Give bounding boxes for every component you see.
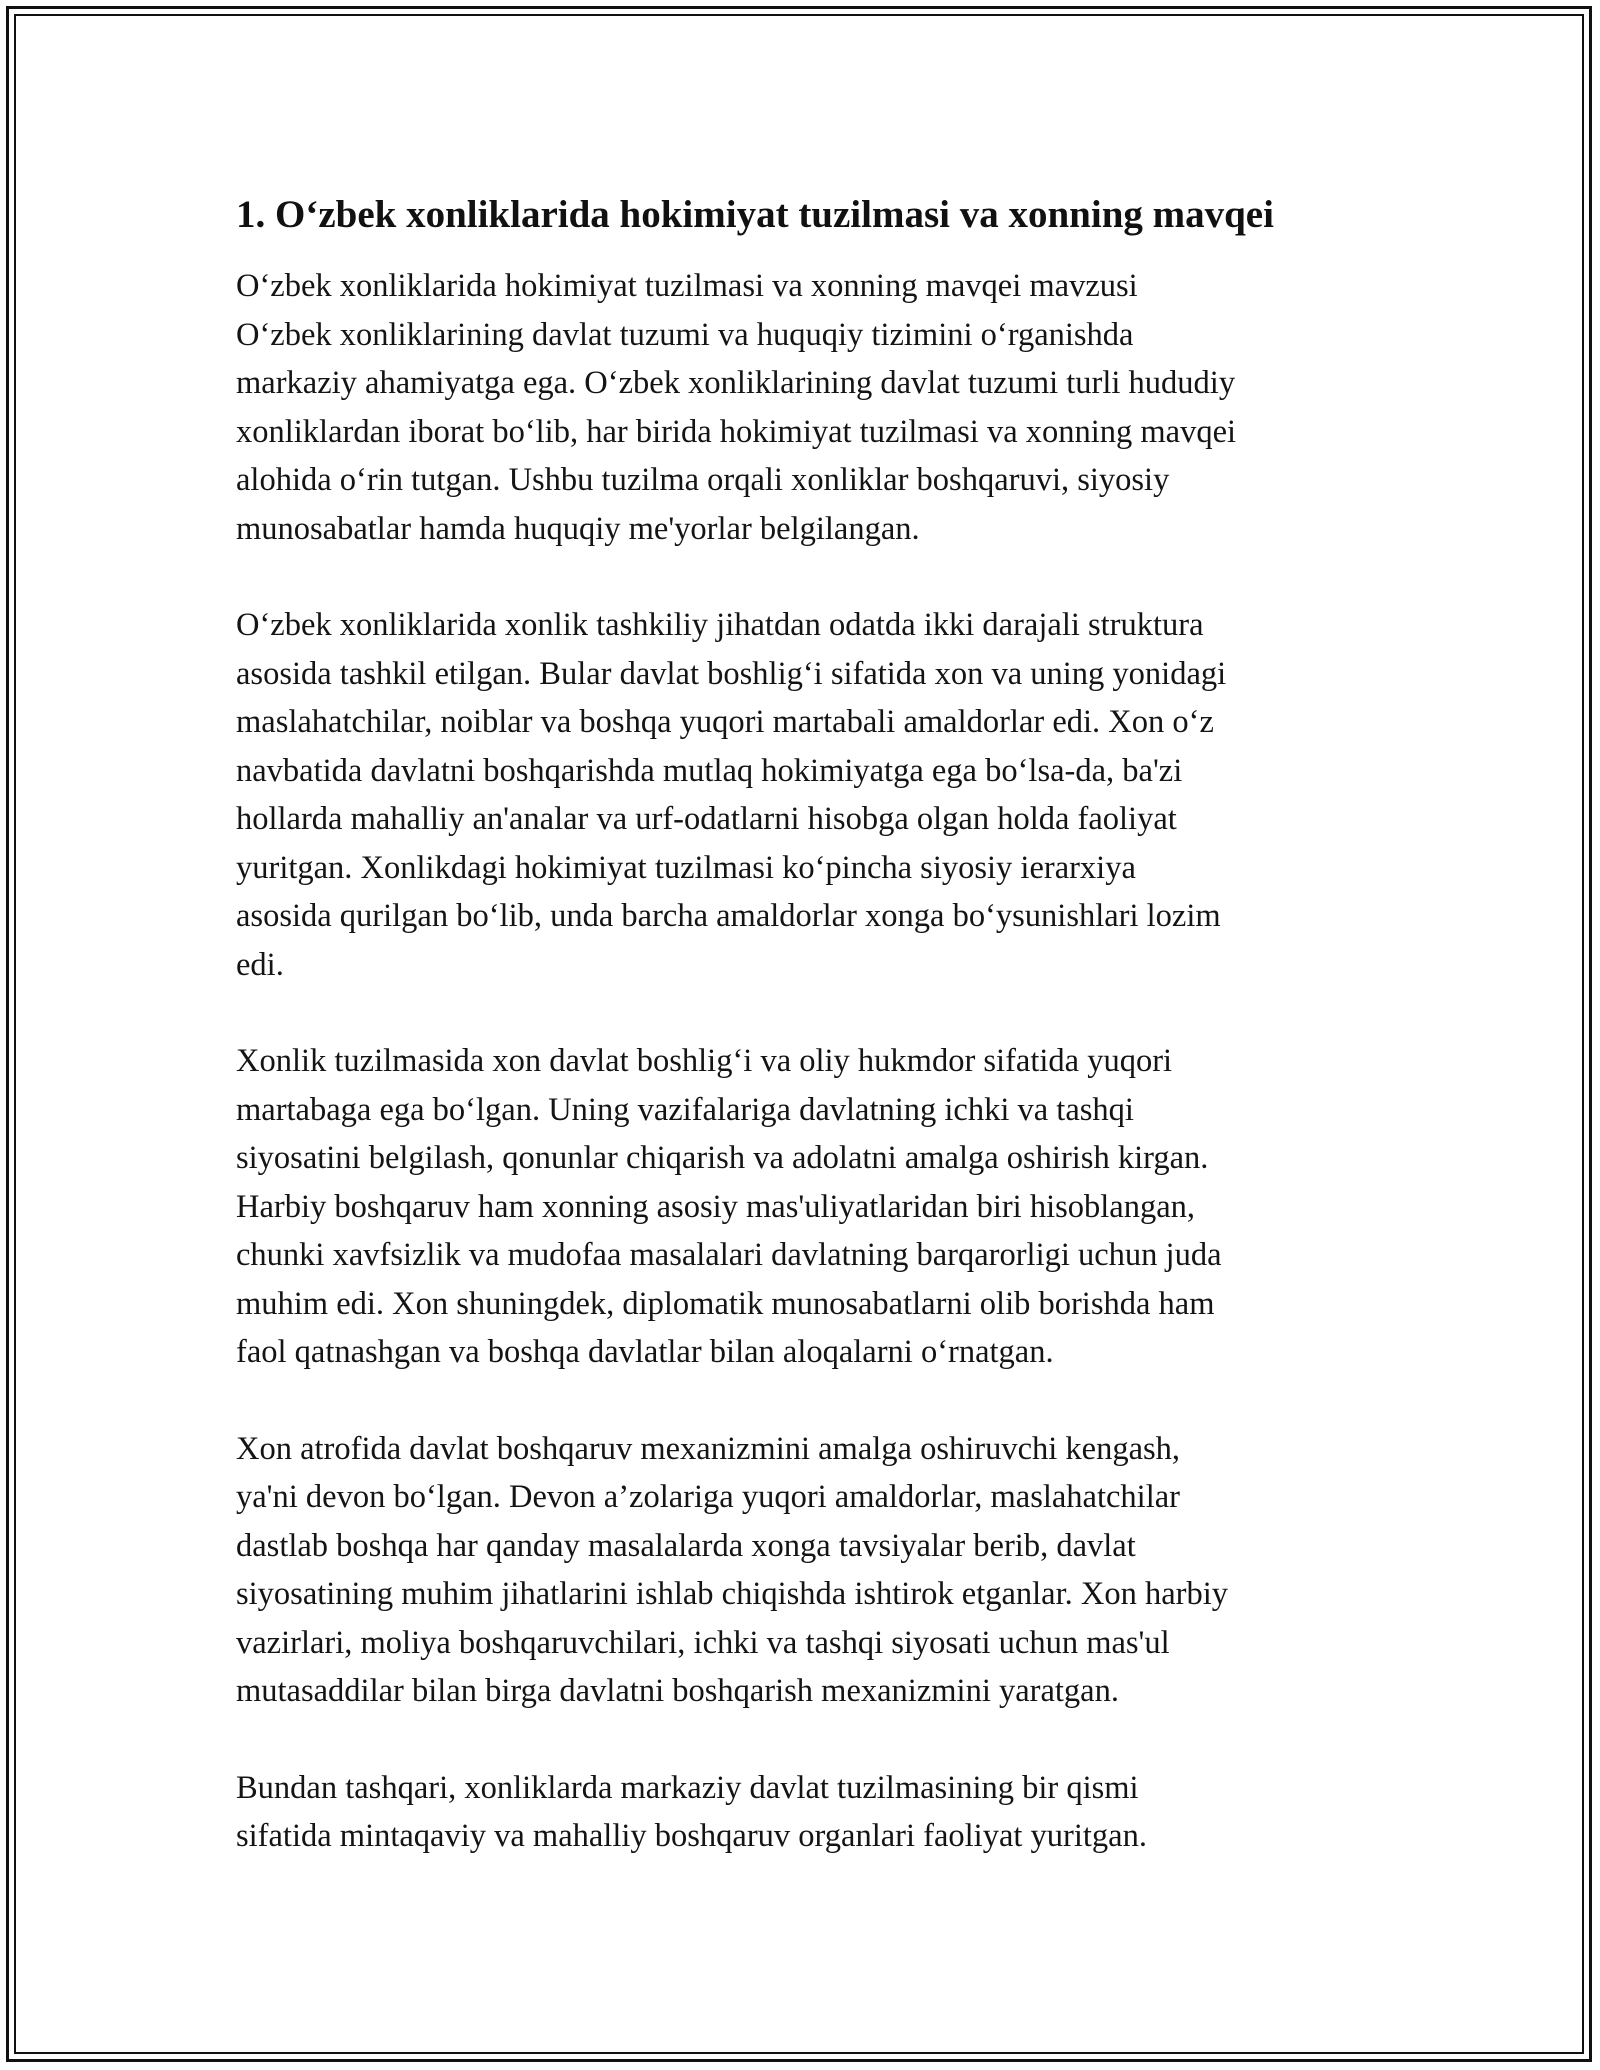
- text-line: Xonlik tuzilmasida xon davlat boshlig‘i va oliy hukmdor sifatida yuqori: [236, 1043, 1173, 1079]
- text-line: munosabatlar hamda huquqiy me'yorlar belgilangan.: [236, 510, 920, 547]
- section-heading: 1. O‘zbek xonliklarida hokimiyat tuzilmasi va xonning mavqei: [236, 193, 1274, 236]
- text-line: asosida tashkil etilgan. Bular davlat boshlig‘i sifatida xon va uning yonidagi: [236, 655, 1227, 692]
- text-line: xonliklardan iborat bo‘lib, har birida hokimiyat tuzilmasi va xonning mavqei: [236, 413, 1237, 450]
- text-line: Xon atrofida davlat boshqaruv mexanizmini amalga oshiruvchi kengash,: [236, 1430, 1181, 1467]
- text-line: asosida qurilgan bo‘lib, unda barcha amaldorlar xonga bo‘ysunishlari lozim: [236, 898, 1221, 934]
- text-line: O‘zbek xonliklarida hokimiyat tuzilmasi va xonning mavqei mavzusi: [236, 268, 1138, 304]
- text-line: siyosatini belgilash, qonunlar chiqarish va adolatni amalga oshirish kirgan.: [236, 1140, 1209, 1176]
- document-body: [236, 190, 1376, 1909]
- text-line: Bundan tashqari, xonliklarda markaziy davlat tuzilmasining bir qismi: [236, 1769, 1139, 1806]
- text-line: markaziy ahamiyatga ega. O‘zbek xonliklarining davlat tuzumi turli hududiy: [236, 365, 1236, 401]
- text-line: O‘zbek xonliklarida xonlik tashkiliy jihatdan odatda ikki darajali struktura: [236, 607, 1204, 643]
- text-line: muhim edi. Xon shuningdek, diplomatik munosabatlarni olib borishda ham: [236, 1285, 1215, 1322]
- text-line: navbatida davlatni boshqarishda mutlaq hokimiyatga ega bo‘lsa-da, ba'zi: [236, 752, 1183, 789]
- text-line: sifatida mintaqaviy va mahalliy boshqaruv organlari faoliyat yuritgan.: [236, 1818, 1147, 1854]
- paragraph-5: [236, 1764, 1376, 1861]
- text-line: ya'ni devon bo‘lgan. Devon a’zolariga yuqori amaldorlar, maslahatchilar: [236, 1479, 1180, 1515]
- text-line: Harbiy boshqaruv ham xonning asosiy mas'uliyatlaridan biri hisoblangan,: [236, 1188, 1196, 1225]
- text-line: dastlab boshqa har qanday masalalarda xonga tavsiyalar berib, davlat: [236, 1527, 1136, 1564]
- paragraph-4: [236, 1425, 1376, 1716]
- text-line: O‘zbek xonliklarining davlat tuzumi va huquqiy tizimini o‘rganishda: [236, 316, 1134, 353]
- paragraph-2: [236, 601, 1376, 989]
- text-line: maslahatchilar, noiblar va boshqa yuqori martabali amaldorlar edi. Xon o‘z: [236, 704, 1214, 740]
- text-line: faol qatnashgan va boshqa davlatlar bilan aloqalarni o‘rnatgan.: [236, 1334, 1054, 1370]
- paragraph-1: [236, 262, 1376, 553]
- text-line: edi.: [236, 946, 284, 983]
- text-line: yuritgan. Xonlikdagi hokimiyat tuzilmasi ko‘pincha siyosiy ierarxiya: [236, 849, 1136, 886]
- text-line: alohida o‘rin tutgan. Ushbu tuzilma orqali xonliklar boshqaruvi, siyosiy: [236, 462, 1170, 498]
- text-line: hollarda mahalliy an'analar va urf-odatlarni hisobga olgan holda faoliyat: [236, 801, 1177, 837]
- text-line: chunki xavfsizlik va mudofaa masalalari davlatning barqarorligi uchun juda: [236, 1237, 1222, 1273]
- paragraph-3: [236, 1037, 1376, 1377]
- text-line: mutasaddilar bilan birga davlatni boshqarish mexanizmini yaratgan.: [236, 1673, 1119, 1709]
- text-line: martabaga ega bo‘lgan. Uning vazifalariga davlatning ichki va tashqi: [236, 1091, 1134, 1128]
- text-line: siyosatining muhim jihatlarini ishlab chiqishda ishtirok etganlar. Xon harbiy: [236, 1576, 1229, 1612]
- text-line: vazirlari, moliya boshqaruvchilari, ichki va tashqi siyosati uchun mas'ul: [236, 1624, 1170, 1661]
